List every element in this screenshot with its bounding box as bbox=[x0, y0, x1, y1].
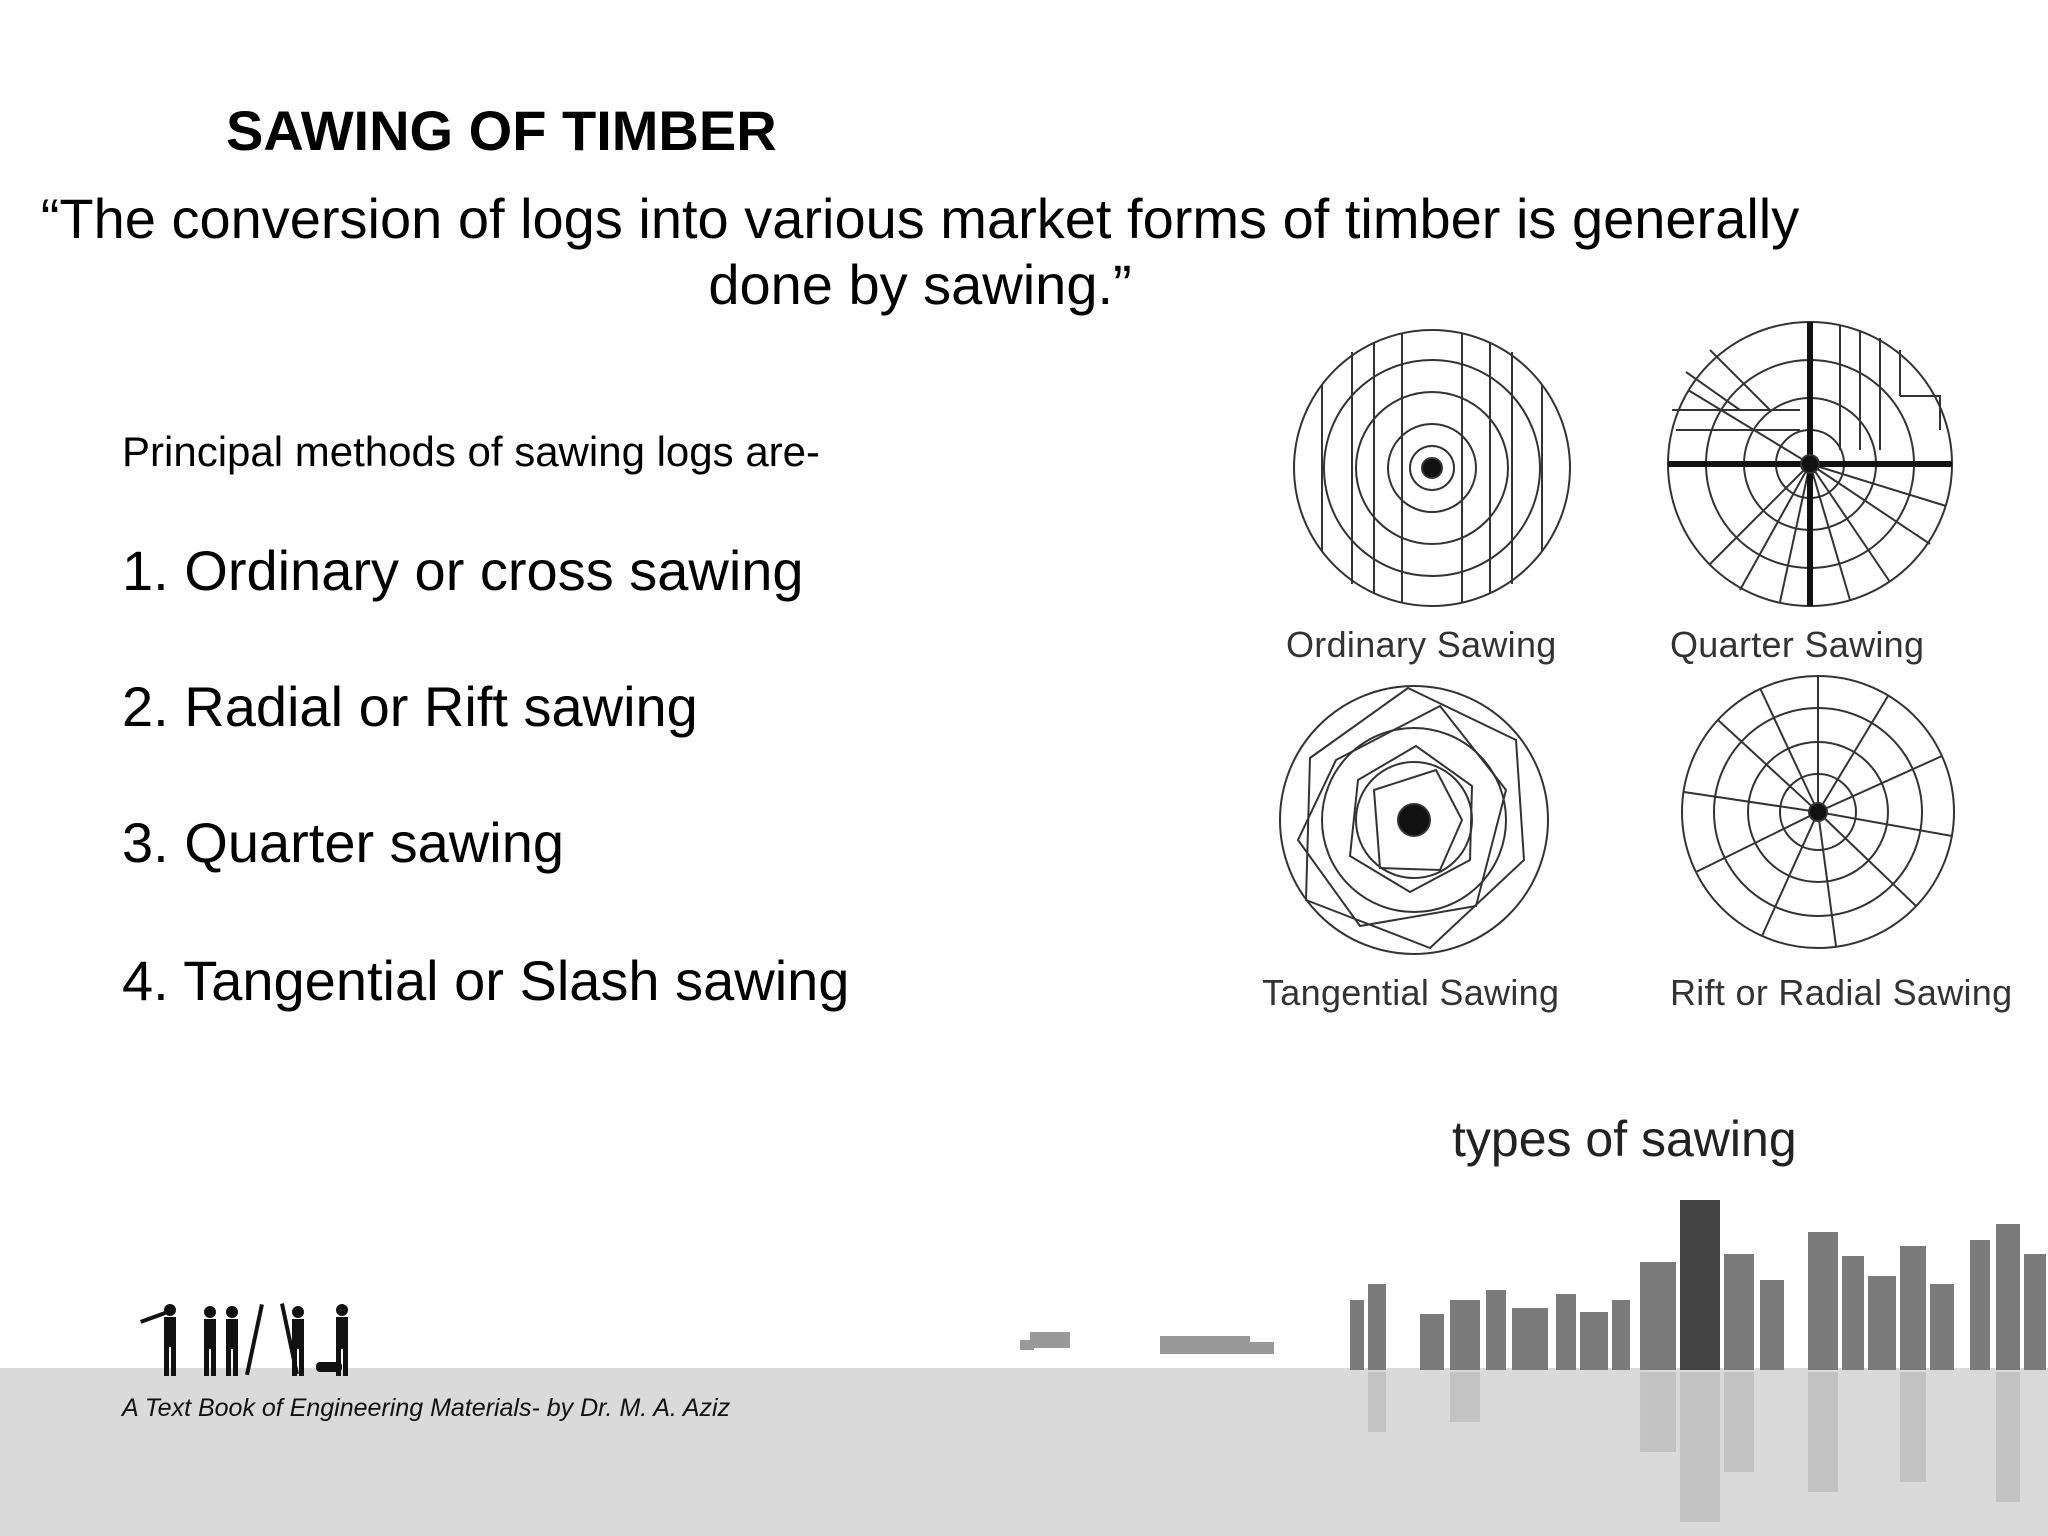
workers-silhouette-icon bbox=[120, 1302, 370, 1382]
rift-sawing-diagram bbox=[1682, 676, 1954, 948]
method-item-ordinary: 1. Ordinary or cross sawing bbox=[122, 539, 804, 602]
method-item-radial: 2. Radial or Rift sawing bbox=[122, 675, 698, 738]
figure-title: types of sawing bbox=[1452, 1111, 1797, 1167]
caption-ordinary-sawing: Ordinary Sawing bbox=[1286, 624, 1557, 665]
caption-rift-sawing: Rift or Radial Sawing bbox=[1670, 972, 2013, 1013]
definition-quote: “The conversion of logs into various market forms of timber is generally done by sawing.” bbox=[40, 187, 1800, 316]
caption-quarter-sawing: Quarter Sawing bbox=[1670, 624, 1925, 665]
footer-credit: A Text Book of Engineering Materials- by Dr. M. A. Aziz bbox=[122, 1394, 731, 1422]
ordinary-sawing-diagram bbox=[1294, 330, 1570, 606]
slide-title: SAWING OF TIMBER bbox=[226, 99, 777, 162]
sawing-diagram bbox=[1240, 300, 2040, 1040]
method-item-tangential: 4. Tangential or Slash sawing bbox=[122, 949, 850, 1012]
tangential-sawing-diagram bbox=[1280, 686, 1548, 954]
method-item-quarter: 3. Quarter sawing bbox=[122, 811, 564, 874]
methods-intro: Principal methods of sawing logs are- bbox=[122, 428, 821, 475]
caption-tangential-sawing: Tangential Sawing bbox=[1262, 972, 1560, 1013]
quarter-sawing-diagram bbox=[1668, 322, 1952, 606]
city-skyline-icon bbox=[1000, 1180, 2048, 1536]
